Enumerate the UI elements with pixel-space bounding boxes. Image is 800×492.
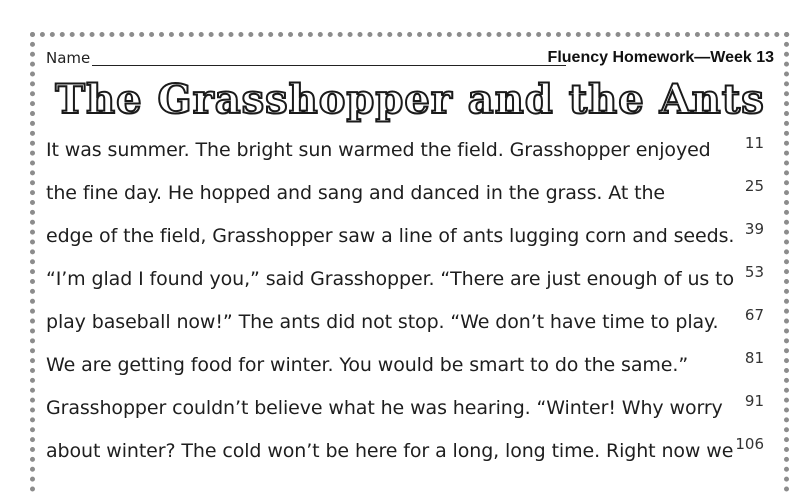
- word-count: 25: [744, 177, 764, 195]
- name-write-line: [92, 65, 566, 66]
- story-title: The Grasshopper and the Ants: [55, 76, 765, 123]
- passage-line-text: It was summer. The bright sun warmed the field. Grasshopper enjoyed: [46, 139, 711, 161]
- name-label: Name: [46, 49, 91, 67]
- passage-line: [46, 214, 774, 257]
- dotted-border-top: [30, 32, 790, 37]
- passage-lines: [46, 128, 774, 472]
- passage-line-text: edge of the field, Grasshopper saw a line of ants lugging corn and seeds.: [46, 225, 735, 247]
- passage-line-text: about winter? The cold won’t be here for a long, long time. Right now we: [46, 440, 734, 462]
- passage-line-text: play baseball now!” The ants did not stop. “We don’t have time to play.: [46, 311, 719, 333]
- passage-line-text: We are getting food for winter. You would be smart to do the same.”: [46, 354, 689, 376]
- passage-line: [46, 171, 774, 214]
- passage-line: [46, 300, 774, 343]
- word-count: 53: [744, 263, 764, 281]
- passage-line: [46, 386, 774, 429]
- dotted-border-right: [784, 32, 789, 492]
- word-count: 91: [744, 392, 764, 410]
- passage-line-text: the fine day. He hopped and sang and danced in the grass. At the: [46, 182, 666, 204]
- word-count: 106: [735, 435, 764, 453]
- word-count: 39: [744, 220, 764, 238]
- word-count: 11: [744, 134, 764, 152]
- fluency-homework-label: Fluency Homework—Week 13: [547, 49, 774, 66]
- dotted-border-left: [30, 32, 35, 492]
- passage-line: [46, 429, 774, 472]
- passage-line-text: “I’m glad I found you,” said Grasshopper. “There are just enough of us to: [46, 268, 735, 290]
- passage-line-text: Grasshopper couldn’t believe what he was hearing. “Winter! Why worry: [46, 397, 723, 419]
- passage-line: [46, 128, 774, 171]
- passage-line: [46, 343, 774, 386]
- word-count: 81: [744, 349, 764, 367]
- worksheet-header: [46, 48, 774, 70]
- passage-line: [46, 257, 774, 300]
- word-count: 67: [744, 306, 764, 324]
